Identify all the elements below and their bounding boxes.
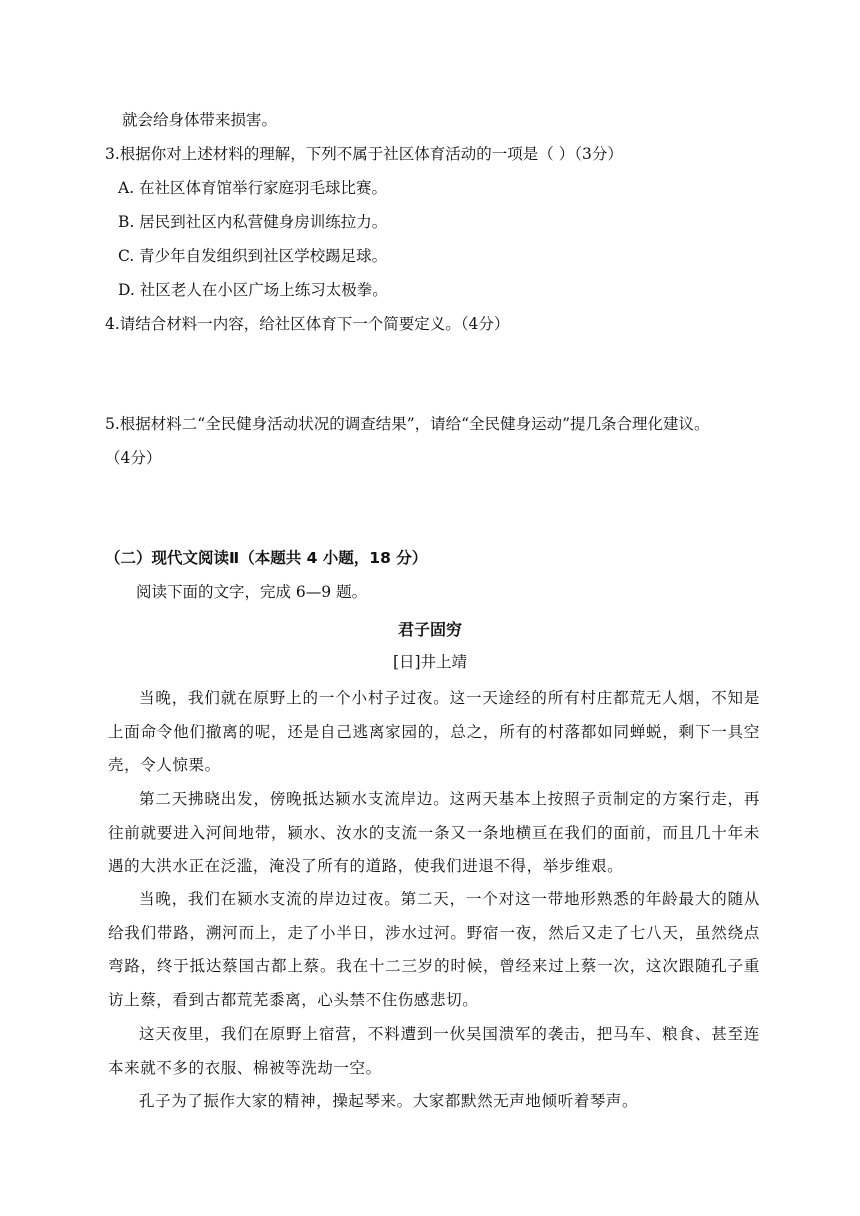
option-d: D. 社区老人在小区广场上练习太极拳。 bbox=[118, 281, 388, 299]
option-c: C. 青少年自发组织到社区学校踢足球。 bbox=[118, 247, 388, 265]
paragraph-2: 第二天拂晓出发，傍晚抵达颍水支流岸边。这两天基本上按照子贡制定的方案行走，再往前就要进入河间地带，颍水、汝水的支流一条又一条地横亘在我们的面前，而且几十年未遇的大洪水正在泛滥，淹没了所有的道路，使我们进退不得，举步维艰。 bbox=[108, 790, 760, 875]
article-author: [日]井上靖 bbox=[392, 653, 468, 671]
paragraph-3: 当晚，我们在颍水支流的岸边过夜。第二天，一个对这一带地形熟悉的年龄最大的随从给我们带路，溯河而上，走了小半日，涉水过河。野宿一夜，然后又走了七八天，虽然绕点弯路，终于抵达蔡国古都上蔡。我在十二三岁的时候，曾经来过上蔡一次，这次跟随孔子重访上蔡，看到古都荒芜黍离，心头禁不住伤感悲切。 bbox=[108, 890, 760, 1009]
reading-instruction: 阅读下面的文字，完成 6—9 题。 bbox=[136, 583, 368, 601]
question-4: 4.请结合材料一内容，给社区体育下一个简要定义。（4分） bbox=[105, 315, 510, 333]
article-title: 君子固穷 bbox=[397, 620, 462, 639]
option-a: A. 在社区体育馆举行家庭羽毛球比赛。 bbox=[118, 179, 388, 197]
section-heading: （二）现代文阅读Ⅱ（本题共 4 小题，18 分） bbox=[105, 549, 428, 567]
question-5: 5.根据材料二“全民健身活动状况的调查结果”，请给“全民健身运动”提几条合理化建议。 bbox=[105, 415, 710, 433]
text-line: 就会给身体带来损害。 bbox=[122, 111, 278, 129]
question-5-score: （4分） bbox=[105, 449, 162, 467]
paragraph-4: 这天夜里，我们在原野上宿营，不料遭到一伙吴国溃军的袭击，把马车、粮食、甚至连本来就不多的衣服、棉被等洗劫一空。 bbox=[108, 1025, 760, 1077]
option-b: B. 居民到社区内私营健身房训练拉力。 bbox=[118, 213, 388, 231]
paragraph-5: 孔子为了振作大家的精神，操起琴来。大家都默然无声地倾听着琴声。 bbox=[139, 1092, 639, 1110]
paragraph-1: 当晚，我们就在原野上的一个小村子过夜。这一天途经的所有村庄都荒无人烟，不知是上面命令他们撤离的呢，还是自己逃离家园的，总之，所有的村落都如同蝉蜕，剩下一具空壳，令人惊栗。 bbox=[108, 689, 760, 774]
question-3: 3.根据你对上述材料的理解，下列不属于社区体育活动的一项是（ ）（3分） bbox=[105, 145, 623, 163]
